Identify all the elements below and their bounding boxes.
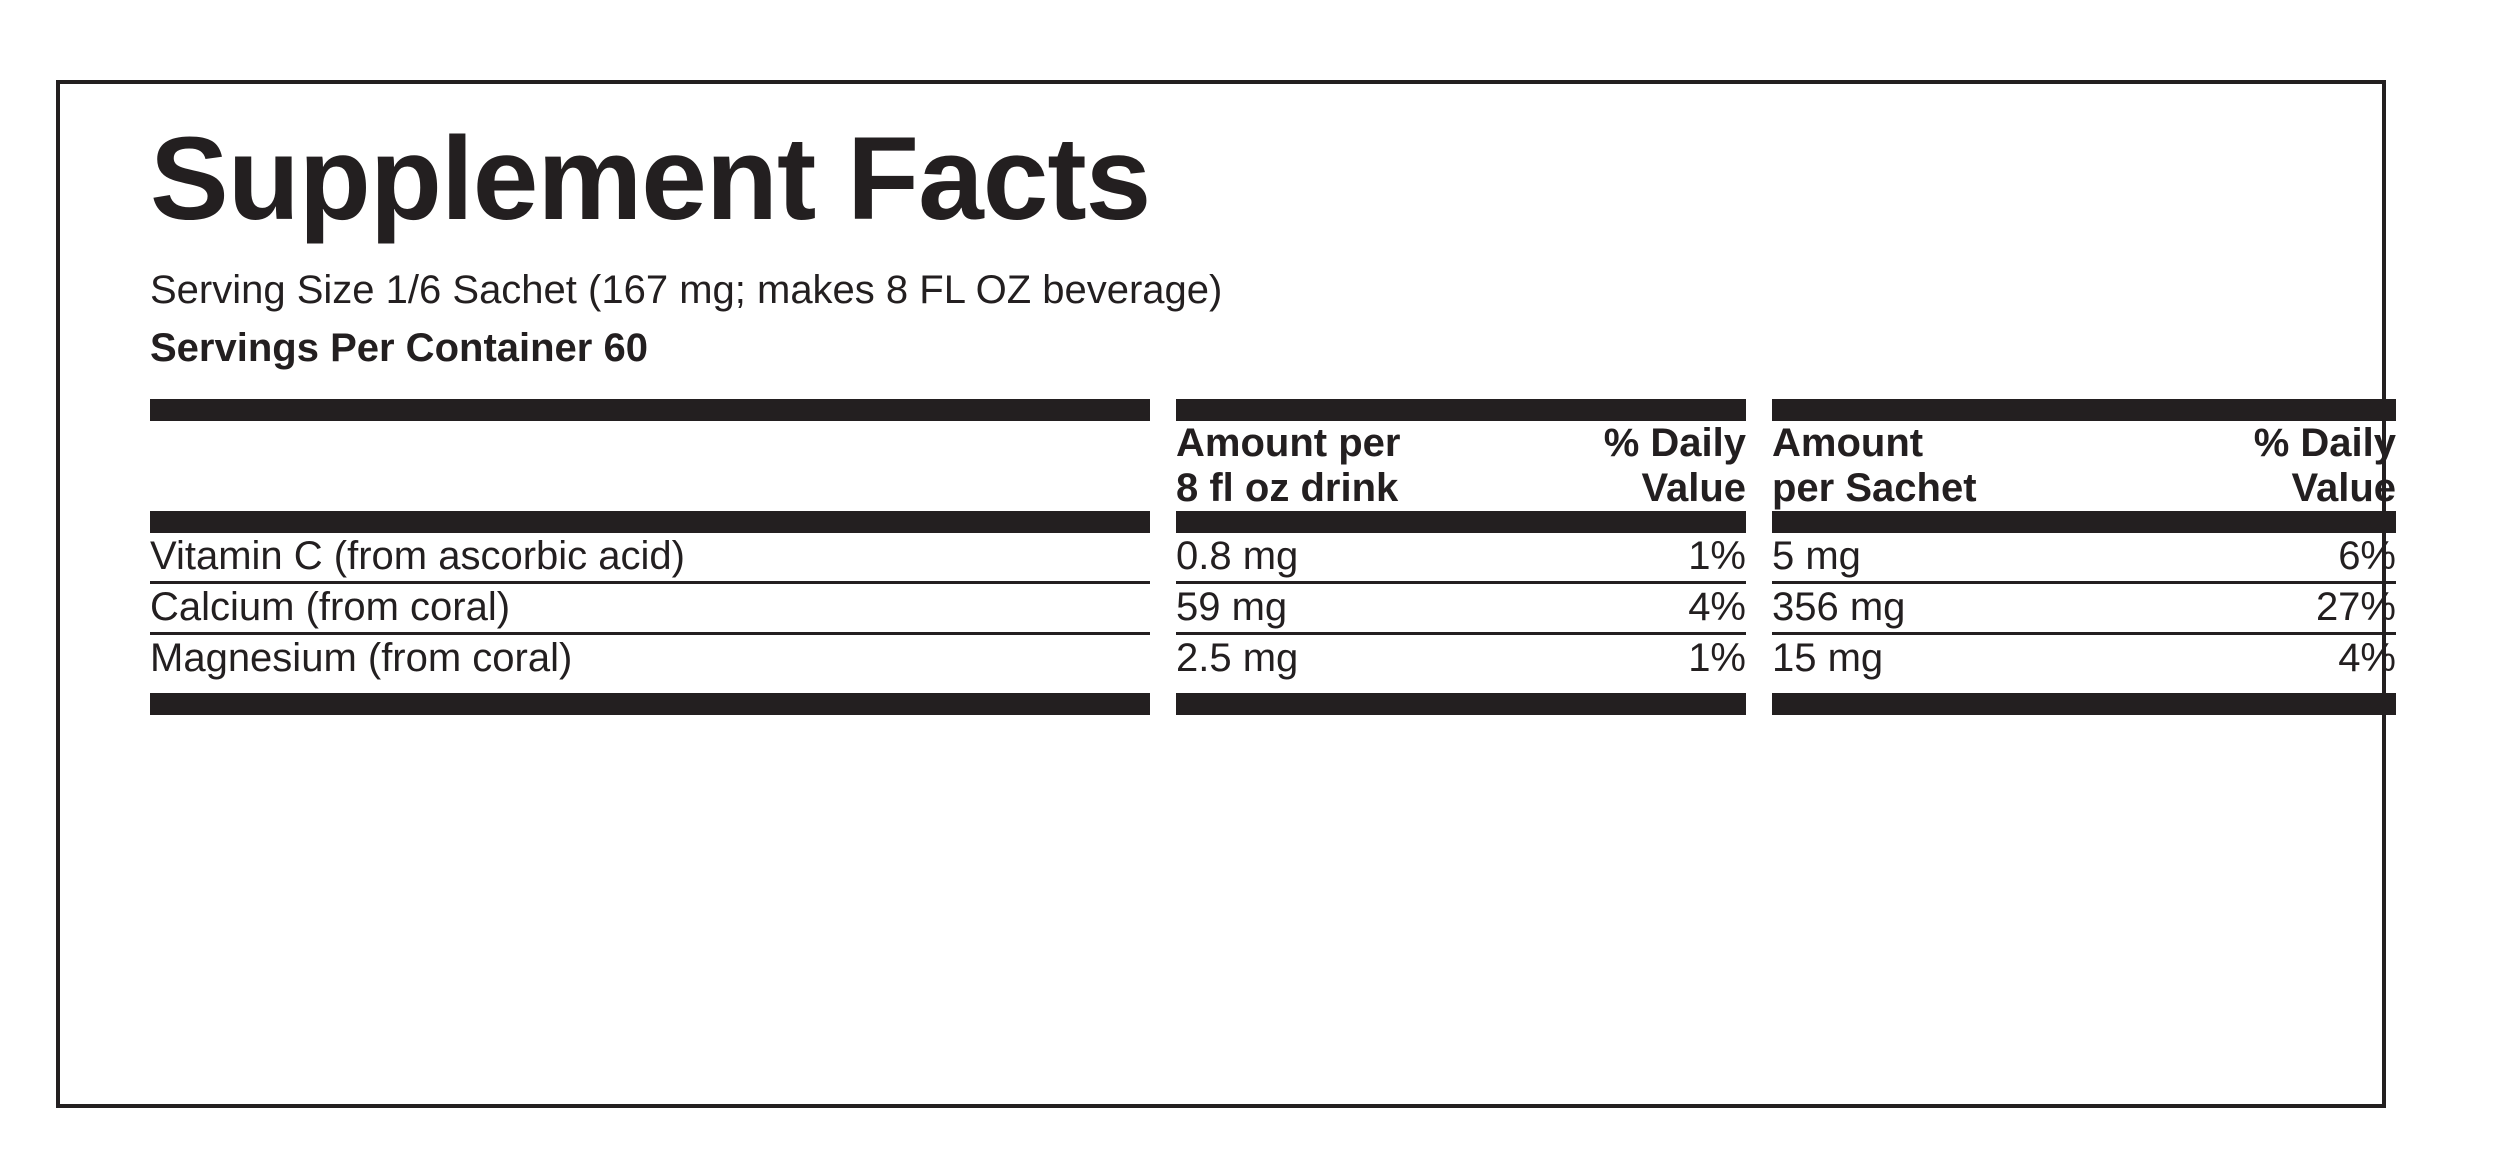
row-amount-per-drink: 2.5 mg (1176, 635, 1299, 680)
row-amount-per-drink: 0.8 mg (1176, 533, 1299, 578)
header-gap-2 (1746, 421, 1772, 511)
table-header-row (150, 421, 2396, 511)
header-amount-per-drink-line2: 8 fl oz drink (1176, 466, 1399, 511)
table-bottom-rule (150, 681, 2396, 715)
row-name: Calcium (from coral) (150, 584, 511, 629)
row-daily-value-sachet: 4% (2338, 635, 2396, 680)
supplement-facts-content (150, 110, 2396, 715)
header-daily-value-sachet (2102, 421, 2396, 511)
row-amount-per-sachet: 5 mg (1772, 533, 1861, 578)
row-gap-2 (1746, 584, 1772, 630)
bottom-rule-gap-1 (1150, 681, 1176, 715)
header-daily-value-drink-line1: % Daily (1603, 421, 1746, 466)
rule-segment-sachet (1772, 399, 2396, 421)
row-amount-per-sachet: 356 mg (1772, 584, 1906, 629)
serving-size-text: Serving Size 1/6 Sachet (167 mg; makes 8 FL OZ beverage) (150, 268, 1223, 313)
rule-segment-name (150, 399, 1150, 421)
row-daily-value-sachet: 6% (2338, 533, 2396, 578)
servings-per-container-text: Servings Per Container 60 (150, 326, 648, 371)
row-daily-value-drink: 1% (1688, 635, 1746, 680)
header-amount-per-drink (1176, 421, 1476, 511)
header-blank (150, 421, 1150, 511)
header-rule-gap-2 (1746, 511, 1772, 533)
bottom-rule-segment-drink (1176, 681, 1746, 715)
header-amount-per-drink-line1: Amount per (1176, 421, 1401, 466)
rule-gap-2 (1746, 399, 1772, 421)
row-gap-1 (1150, 584, 1176, 630)
table-row (150, 635, 2396, 681)
header-rule-segment-name (150, 511, 1150, 533)
nutrition-table (150, 399, 2396, 715)
row-gap-2 (1746, 533, 1772, 579)
header-daily-value-sachet-line1: % Daily (2253, 421, 2396, 466)
bottom-rule-segment-sachet (1772, 681, 2396, 715)
header-daily-value-drink-line2: Value (1641, 466, 1746, 511)
row-name: Vitamin C (from ascorbic acid) (150, 533, 685, 578)
header-gap-1 (1150, 421, 1176, 511)
header-amount-per-sachet-line2: per Sachet (1772, 466, 1977, 511)
rule-segment-drink (1176, 399, 1746, 421)
header-rule-gap-1 (1150, 511, 1176, 533)
row-gap-1 (1150, 635, 1176, 681)
header-daily-value-drink (1476, 421, 1746, 511)
table-top-rule (150, 399, 2396, 421)
table-header-rule (150, 511, 2396, 533)
row-daily-value-drink: 4% (1688, 584, 1746, 629)
table-row (150, 533, 2396, 579)
header-amount-per-sachet-line1: Amount (1772, 421, 1924, 466)
table-row (150, 584, 2396, 630)
header-rule-segment-drink (1176, 511, 1746, 533)
row-name: Magnesium (from coral) (150, 635, 573, 680)
row-amount-per-sachet: 15 mg (1772, 635, 1884, 680)
bottom-rule-gap-2 (1746, 681, 1772, 715)
header-daily-value-sachet-line2: Value (2291, 466, 2396, 511)
row-daily-value-drink: 1% (1688, 533, 1746, 578)
supplement-facts-panel (56, 80, 2396, 1108)
page-title: Supplement Facts (150, 113, 1151, 245)
bottom-rule-segment-name (150, 681, 1150, 715)
header-rule-segment-sachet (1772, 511, 2396, 533)
row-gap-2 (1746, 635, 1772, 681)
row-daily-value-sachet: 27% (2315, 584, 2396, 629)
header-amount-per-sachet (1772, 421, 2102, 511)
row-amount-per-drink: 59 mg (1176, 584, 1288, 629)
row-gap-1 (1150, 533, 1176, 579)
rule-gap-1 (1150, 399, 1176, 421)
